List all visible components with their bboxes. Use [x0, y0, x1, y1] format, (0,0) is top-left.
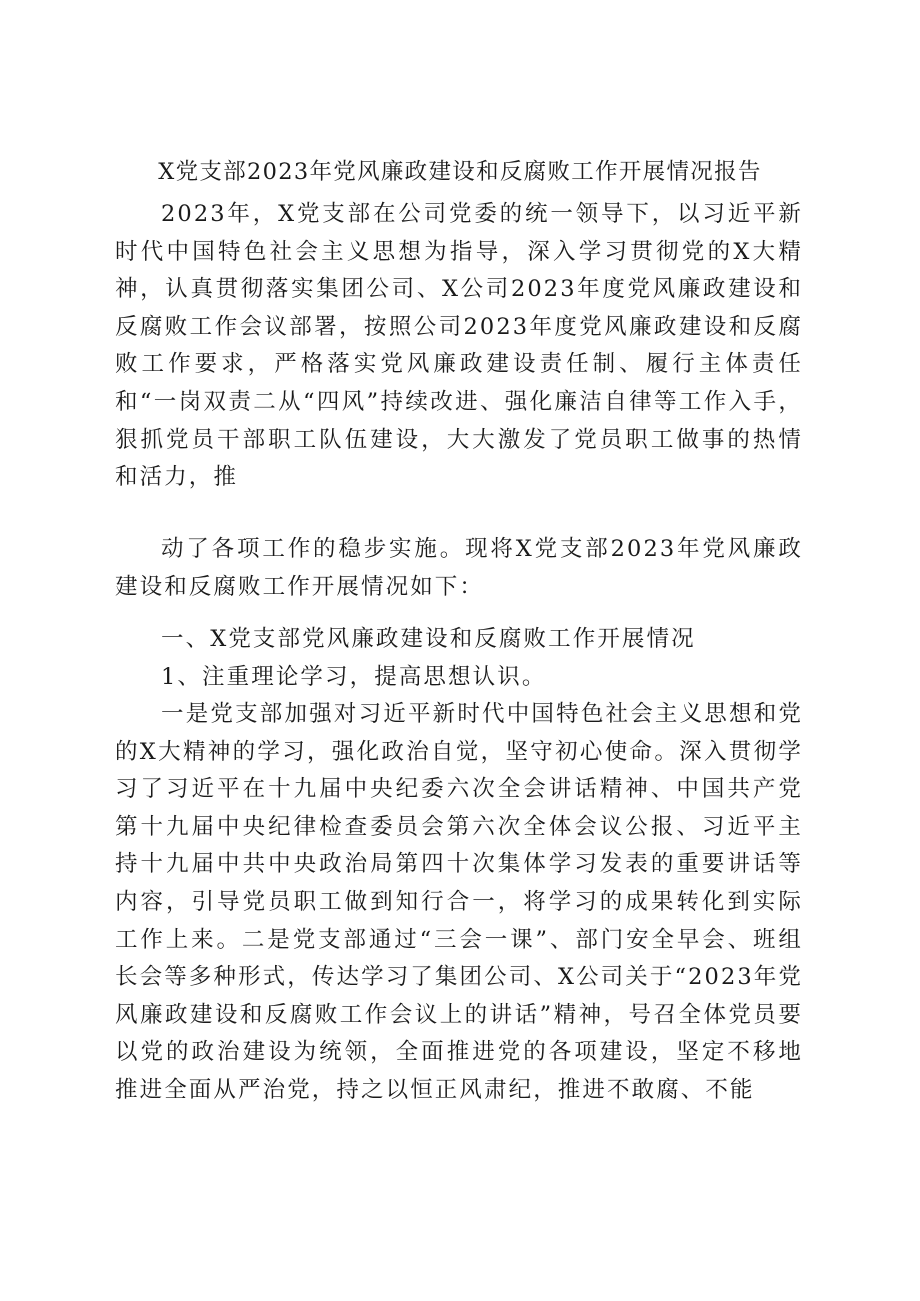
subsection-heading: 1、注重理论学习，提高思想认识。	[161, 664, 547, 690]
section-heading: 一、X党支部党风廉政建设和反腐败工作开展情况	[161, 626, 696, 652]
paragraph-intro: 2023年，X党支部在公司党委的统一领导下，以习近平新时代中国特色社会主义思想为指导，深入学习贯彻党的X大精神，认真贯彻落实集团公司、X公司2023年度党风廉政建设和反腐败工作会议部署，按照公司2023年度党风廉政建设和反腐败工作要求，严格落实党风廉政建设责任制、履行主体责任和“一岗双责二从“四风”持续改进、强化廉洁自律等工作入手，狠抓党员干部职工队伍建设，大大激发了党员职工做事的热情和活力，推	[115, 201, 803, 491]
paragraph-body: 一是党支部加强对习近平新时代中国特色社会主义思想和党的X大精神的学习，强化政治自觉，坚守初心使命。深入贯彻学习了习近平在十九届中央纪委六次全会讲话精神、中国共产党第十九届中央纪律检查委员会第六次全体会议公报、习近平主持十九届中共中央政治局第四十次集体学习发表的重要讲话等内容，引导党员职工做到知行合一，将学习的成果转化到实际工作上来。二是党支部通过“三会一课”、部门安全早会、班组长会等多种形式，传达学习了集团公司、X公司关于“2023年党风廉政建设和反腐败工作会议上的讲话”精神，号召全体党员要以党的政治建设为统领，全面推进党的各项建设，坚定不移地推进全面从严治党，持之以恒正风肃纪，推进不敢腐、不能	[115, 701, 803, 1103]
paragraph-continuation: 动了各项工作的稳步实施。现将X党支部2023年党风廉政建设和反腐败工作开展情况如下：	[115, 536, 803, 600]
document-title: X党支部2023年党风廉政建设和反腐败工作开展情况报告	[158, 159, 762, 185]
